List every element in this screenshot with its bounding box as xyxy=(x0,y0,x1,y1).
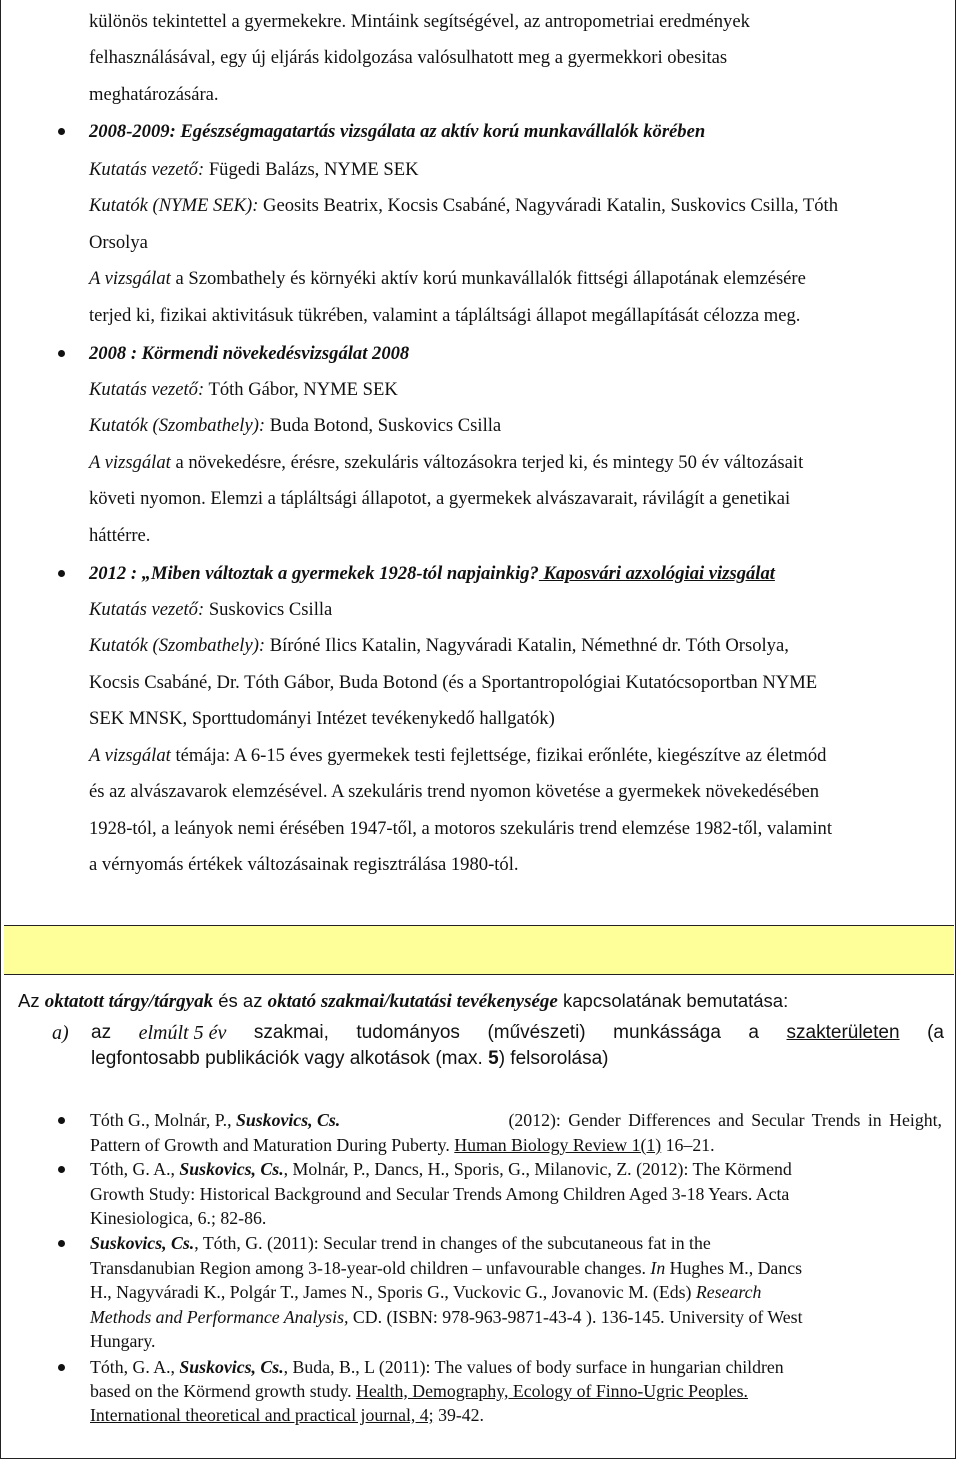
project3-study-1: A vizsgálat témája: A 6-15 éves gyermekek testi fejlettsége, fizikai erőnléte, kiegészítve az életmód xyxy=(89,745,827,766)
ref-3-line-2: Transdanubian Region among 3-18-year-old children – unfavourable changes. In Hughes M., Dancs xyxy=(90,1258,803,1278)
project2-researchers: Kutatók (Szombathely): Buda Botond, Suskovics Csilla xyxy=(89,415,502,436)
ref-4-line-1: Tóth, G. A., Suskovics, Cs., Buda, B., L (2011): The values of body surface in hungarian children xyxy=(90,1357,784,1377)
item-line-1: az elmúlt 5 év szakmai, tudományos (művészeti) munkássága a szakterületen (a xyxy=(91,1022,944,1044)
project2-study-1: A vizsgálat a növekedésre, érésre, szekuláris változásokra terjed ki, és mintegy 50 év változásait xyxy=(89,452,804,473)
project2-title: 2008 : Körmendi növekedésvizsgálat 2008 xyxy=(89,343,410,364)
project3-study-4: a vérnyomás értékek változásainak regisztrálása 1980-tól. xyxy=(89,854,519,875)
project2-study-3: háttérre. xyxy=(89,525,151,546)
ref-3-line-4: Methods and Performance Analysis, CD. (ISBN: 978-963-9871-43-4 ). 136-145. University of West xyxy=(90,1307,803,1327)
intro-line-1: különös tekintettel a gyermekekre. Mintáink segítségével, az antropometriai eredmények xyxy=(89,11,750,32)
project3-researchers: Kutatók (Szombathely): Bíróné Ilics Katalin, Nagyváradi Katalin, Némethné dr. Tóth Orsolya, xyxy=(89,635,789,656)
ref-2-line-1: Tóth, G. A., Suskovics, Cs., Molnár, P., Dancs, H., Sporis, G., Milanovic, Z. (2012): The Körmend xyxy=(90,1159,792,1179)
bullet-icon xyxy=(58,1166,65,1173)
bullet-icon xyxy=(58,1117,65,1124)
project3-title: 2012 : „Miben változtak a gyermekek 1928-tól napjainkig? Kaposvári azxológiai vizsgálat xyxy=(89,563,775,584)
ref-3-line-1: Suskovics, Cs., Tóth, G. (2011): Secular trend in changes of the subcutaneous fat in the xyxy=(90,1233,711,1253)
project2-leader: Kutatás vezető: Tóth Gábor, NYME SEK xyxy=(89,379,398,400)
project3-researchers-2: Kocsis Csabáné, Dr. Tóth Gábor, Buda Botond (és a Sportantropológiai Kutatócsoportban NYME xyxy=(89,672,818,693)
project3-study-3: 1928-tól, a leányok nemi érésében 1947-től, a motoros szekuláris trend elemzése 1982-től, valamint xyxy=(89,818,833,839)
bullet-icon xyxy=(58,128,65,135)
project2-study-2: követi nyomon. Elemzi a tápláltsági állapotot, a gyermekek alvászavarait, rávilágít a genetikai xyxy=(89,488,791,509)
ref-4-line-2: based on the Körmend growth study. Health, Demography, Ecology of Finno-Ugric Peoples. xyxy=(90,1381,748,1401)
project3-study-2: és az alvászavarok elemzésével. A szekuláris trend nyomon követése a gyermekek növekedésében xyxy=(89,781,820,802)
bullet-icon xyxy=(58,570,65,577)
bullet-icon xyxy=(58,1364,65,1371)
project1-title: 2008-2009: Egészségmagatartás vizsgálata az aktív korú munkavállalók körében xyxy=(89,121,706,142)
bullet-icon xyxy=(58,350,65,357)
ref-1-line-1: Tóth G., Molnár, P., Suskovics, Cs. (2012): Gender Differences and Secular Trends in Height, xyxy=(90,1110,942,1130)
item-line-2: legfontosabb publikációk vagy alkotások (max. 5) felsorolása) xyxy=(91,1048,609,1069)
project1-researchers-cont: Orsolya xyxy=(89,232,148,253)
highlight-band xyxy=(4,925,954,975)
project1-leader: Kutatás vezető: Fügedi Balázs, NYME SEK xyxy=(89,159,419,180)
ref-4-line-3: International theoretical and practical journal, 4; 39-42. xyxy=(90,1405,484,1425)
ref-3-line-3: H., Nagyváradi K., Polgár T., James N., Sporis G., Vuckovic G., Jovanovic M. (Eds) Research xyxy=(90,1282,762,1302)
bullet-icon xyxy=(58,1240,65,1247)
ref-2-line-3: Kinesiologica, 6.; 82-86. xyxy=(90,1208,267,1228)
item-label: a) xyxy=(52,1022,69,1044)
project3-leader: Kutatás vezető: Suskovics Csilla xyxy=(89,599,333,620)
ref-1-line-2: Pattern of Growth and Maturation During Puberty. Human Biology Review 1(1) 16–21. xyxy=(90,1135,715,1155)
intro-line-3: meghatározására. xyxy=(89,84,219,105)
project3-researchers-3: SEK MNSK, Sporttudományi Intézet tevékenykedő hallgatók) xyxy=(89,708,555,729)
project1-study-1: A vizsgálat a Szombathely és környéki aktív korú munkavállalók fittségi állapotának elemzésére xyxy=(89,268,806,289)
ref-3-line-5: Hungary. xyxy=(90,1331,156,1351)
project1-researchers: Kutatók (NYME SEK): Geosits Beatrix, Kocsis Csabáné, Nagyváradi Katalin, Suskovics Csilla, Tóth xyxy=(89,195,838,216)
section-heading: Az oktatott tárgy/tárgyak és az oktató szakmai/kutatási tevékenysége kapcsolatának bemutatása: xyxy=(18,990,789,1012)
project1-study-2: terjed ki, fizikai aktivitásuk tükrében, valamint a tápláltsági állapot megállapítását célozza meg. xyxy=(89,305,801,326)
ref-2-line-2: Growth Study: Historical Background and Secular Trends Among Children Aged 3-18 Years. Acta xyxy=(90,1184,790,1204)
intro-line-2: felhasználásával, egy új eljárás kidolgozása valósulhatott meg a gyermekkori obesitas xyxy=(89,47,728,68)
